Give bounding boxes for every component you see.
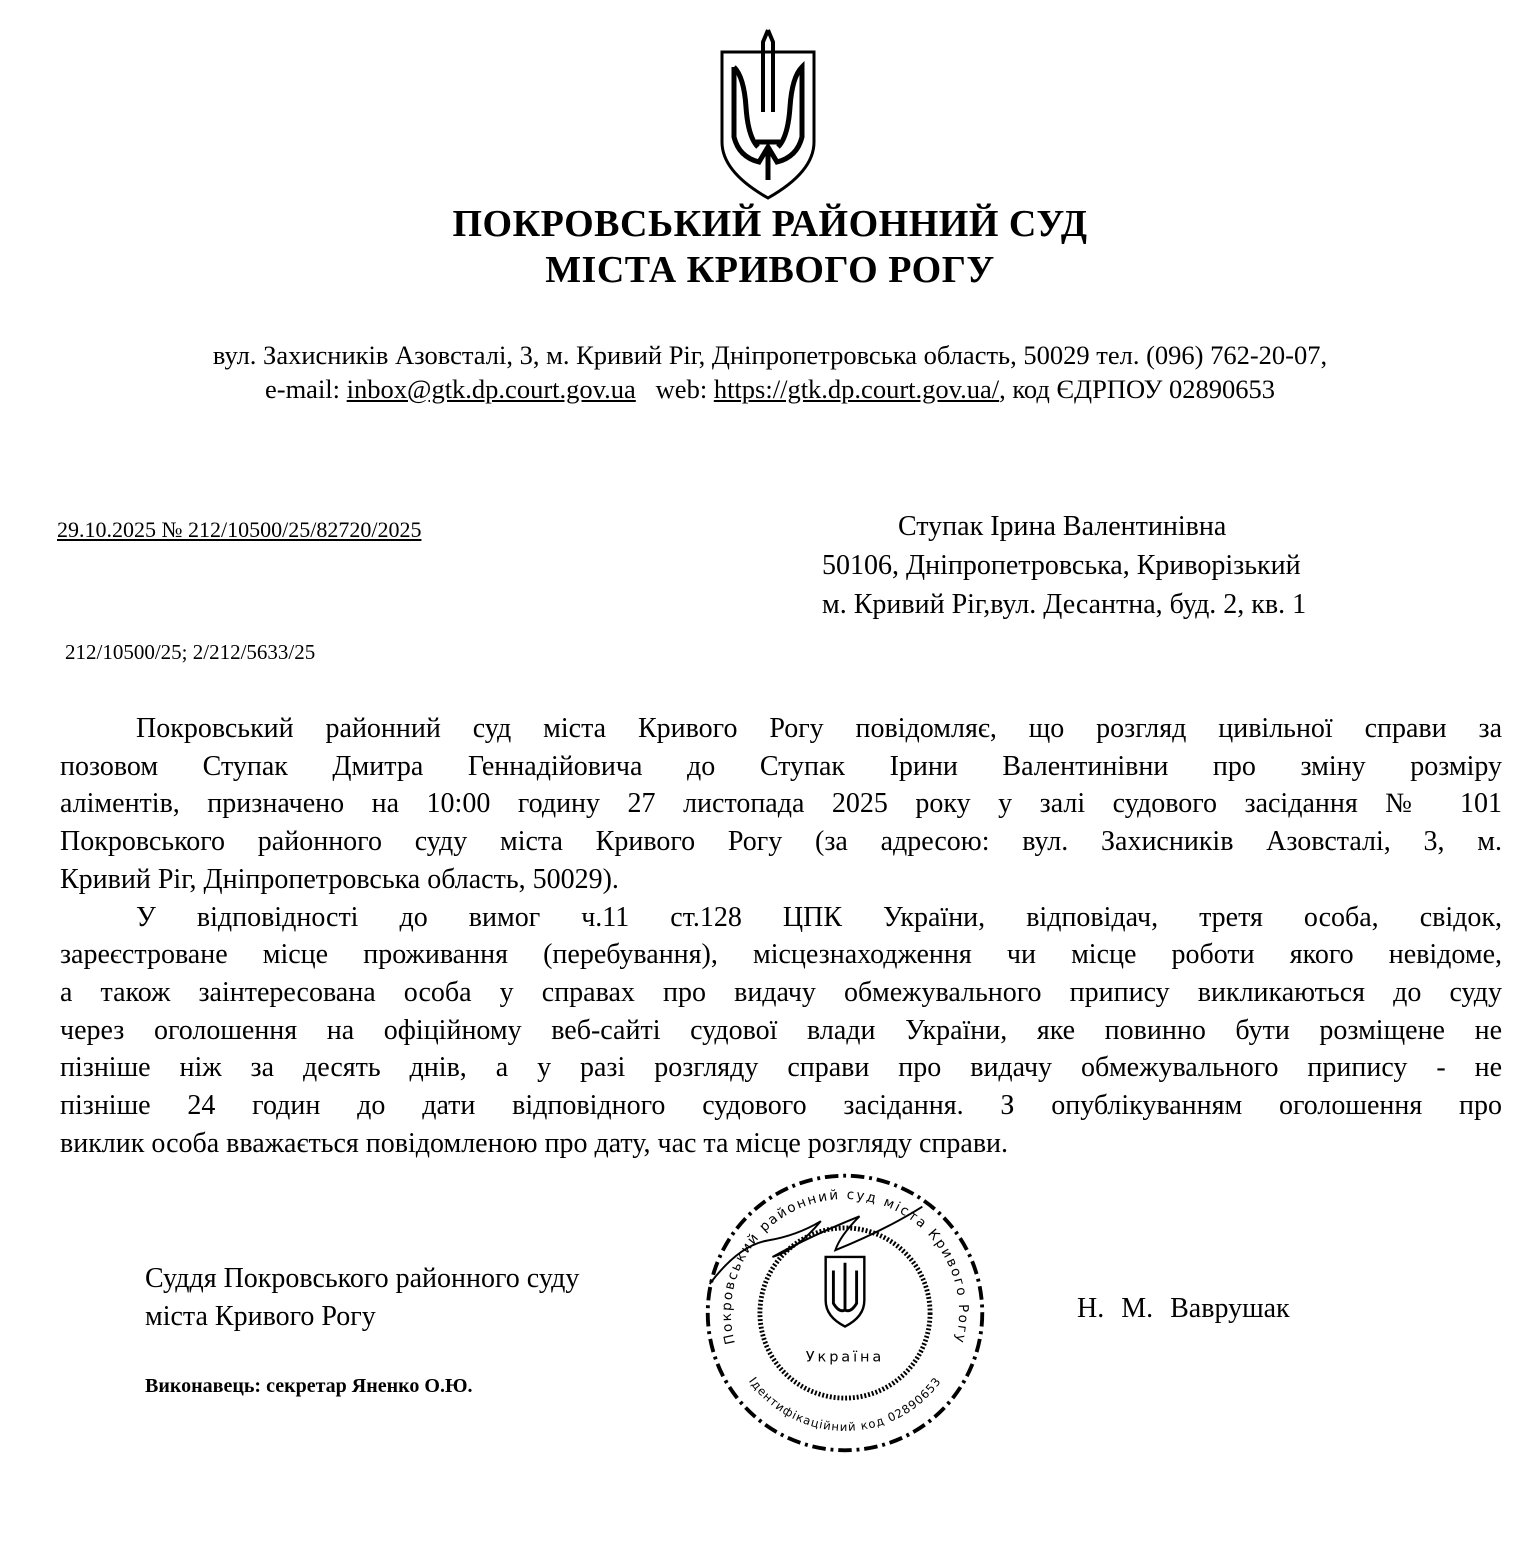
executor: Виконавець: секретар Яненко О.Ю. [145,1375,473,1397]
web-link[interactable]: https://gtk.dp.court.gov.ua/ [713,374,1000,404]
recipient-address-line-1: 50106, Дніпропетровська, Криворізький [822,550,1301,581]
email-link[interactable]: inbox@gtk.dp.court.gov.ua [346,374,636,404]
text-line: виклик особа вважається повідомленою про дату, час та місце розгляду справи. [60,1127,1009,1159]
court-address: вул. Захисників Азовсталі, 3, м. Кривий Ріг, Дніпропетровська область, 50029 тел. (096) 762-20-07, [212,340,1328,370]
edrpou-code: , код ЄДРПОУ 02890653 [999,374,1276,404]
recipient-address-line-2: м. Кривий Ріг,вул. Десантна, буд. 2, кв. 1 [822,589,1307,620]
text-line: У відповідності до вимог ч.11 ст.128 ЦПК України, відповідач, третя особа, свідок, [136,901,1502,933]
paragraph-2 [60,899,1502,1163]
court-name-line-1: ПОКРОВСЬКИЙ РАЙОННИЙ СУД [452,203,1088,245]
web-label: web: [655,374,714,404]
text-line: а також заінтересована особа у справах про видачу обмежувального припису викликаються до суду [60,976,1502,1008]
text-line: аліментів, призначено на 10:00 годину 27 листопада 2025 року у залі судового засідання № 101 [60,788,1502,820]
email-label: e-mail: [264,374,347,404]
text-line: Покровського районного суду міста Кривого Рогу (за адресою: вул. Захисників Азовсталі, 3, м. [60,826,1502,858]
text-line: пізніше 24 годин до дати відповідного судового засідання. З опублікуванням оголошення про [60,1090,1502,1122]
text-line: позовом Ступак Дмитра Геннадійовича до Ступак Ірини Валентинівни про зміну розміру [60,750,1502,782]
text-line: Покровський районний суд міста Кривого Рогу повідомляє, що розгляд цивільної справи за [136,713,1502,744]
text-line: Кривий Ріг, Дніпропетровська область, 50029). [60,863,619,895]
text-line: через оголошення на офіційному веб-сайті судової влади України, яке повинно бути розміщене не [60,1014,1502,1046]
stamp-inner-text: Ідентифікаційний код 02890653 [746,1374,944,1434]
stamp-emblem-icon [826,1257,865,1327]
coat-of-arms-icon [718,22,818,200]
court-contacts [0,374,1520,405]
text-line: пізніше ніж за десять днів, а у разі розгляду справи про видачу обмежувального припису - не [60,1052,1502,1084]
notice-body [60,710,1502,1162]
judge-position-line-1: Суддя Покровського районного суду [145,1263,580,1294]
text-line: зареєстроване місце проживання (перебування), місцезнаходження чи місце роботи якого невідоме, [60,939,1502,971]
recipient-name: Ступак Ірина Валентинівна [898,511,1227,542]
case-numbers: 212/10500/25; 2/212/5633/25 [65,640,316,664]
paragraph-1 [60,710,1502,899]
date-and-number: 29.10.2025 № 212/10500/25/82720/2025 [57,517,422,542]
stamp-outer-text: Покровський районний суд міста Кривого Рогу [718,1186,972,1346]
court-name-line-2: МІСТА КРИВОГО РОГУ [545,249,995,291]
court-seal-stamp [700,1168,990,1458]
judge-position-line-2: міста Кривого Рогу [145,1301,376,1332]
stamp-bottom-text: Україна [805,1349,885,1366]
judge-name: Н. М. Ваврушак [1077,1293,1290,1324]
